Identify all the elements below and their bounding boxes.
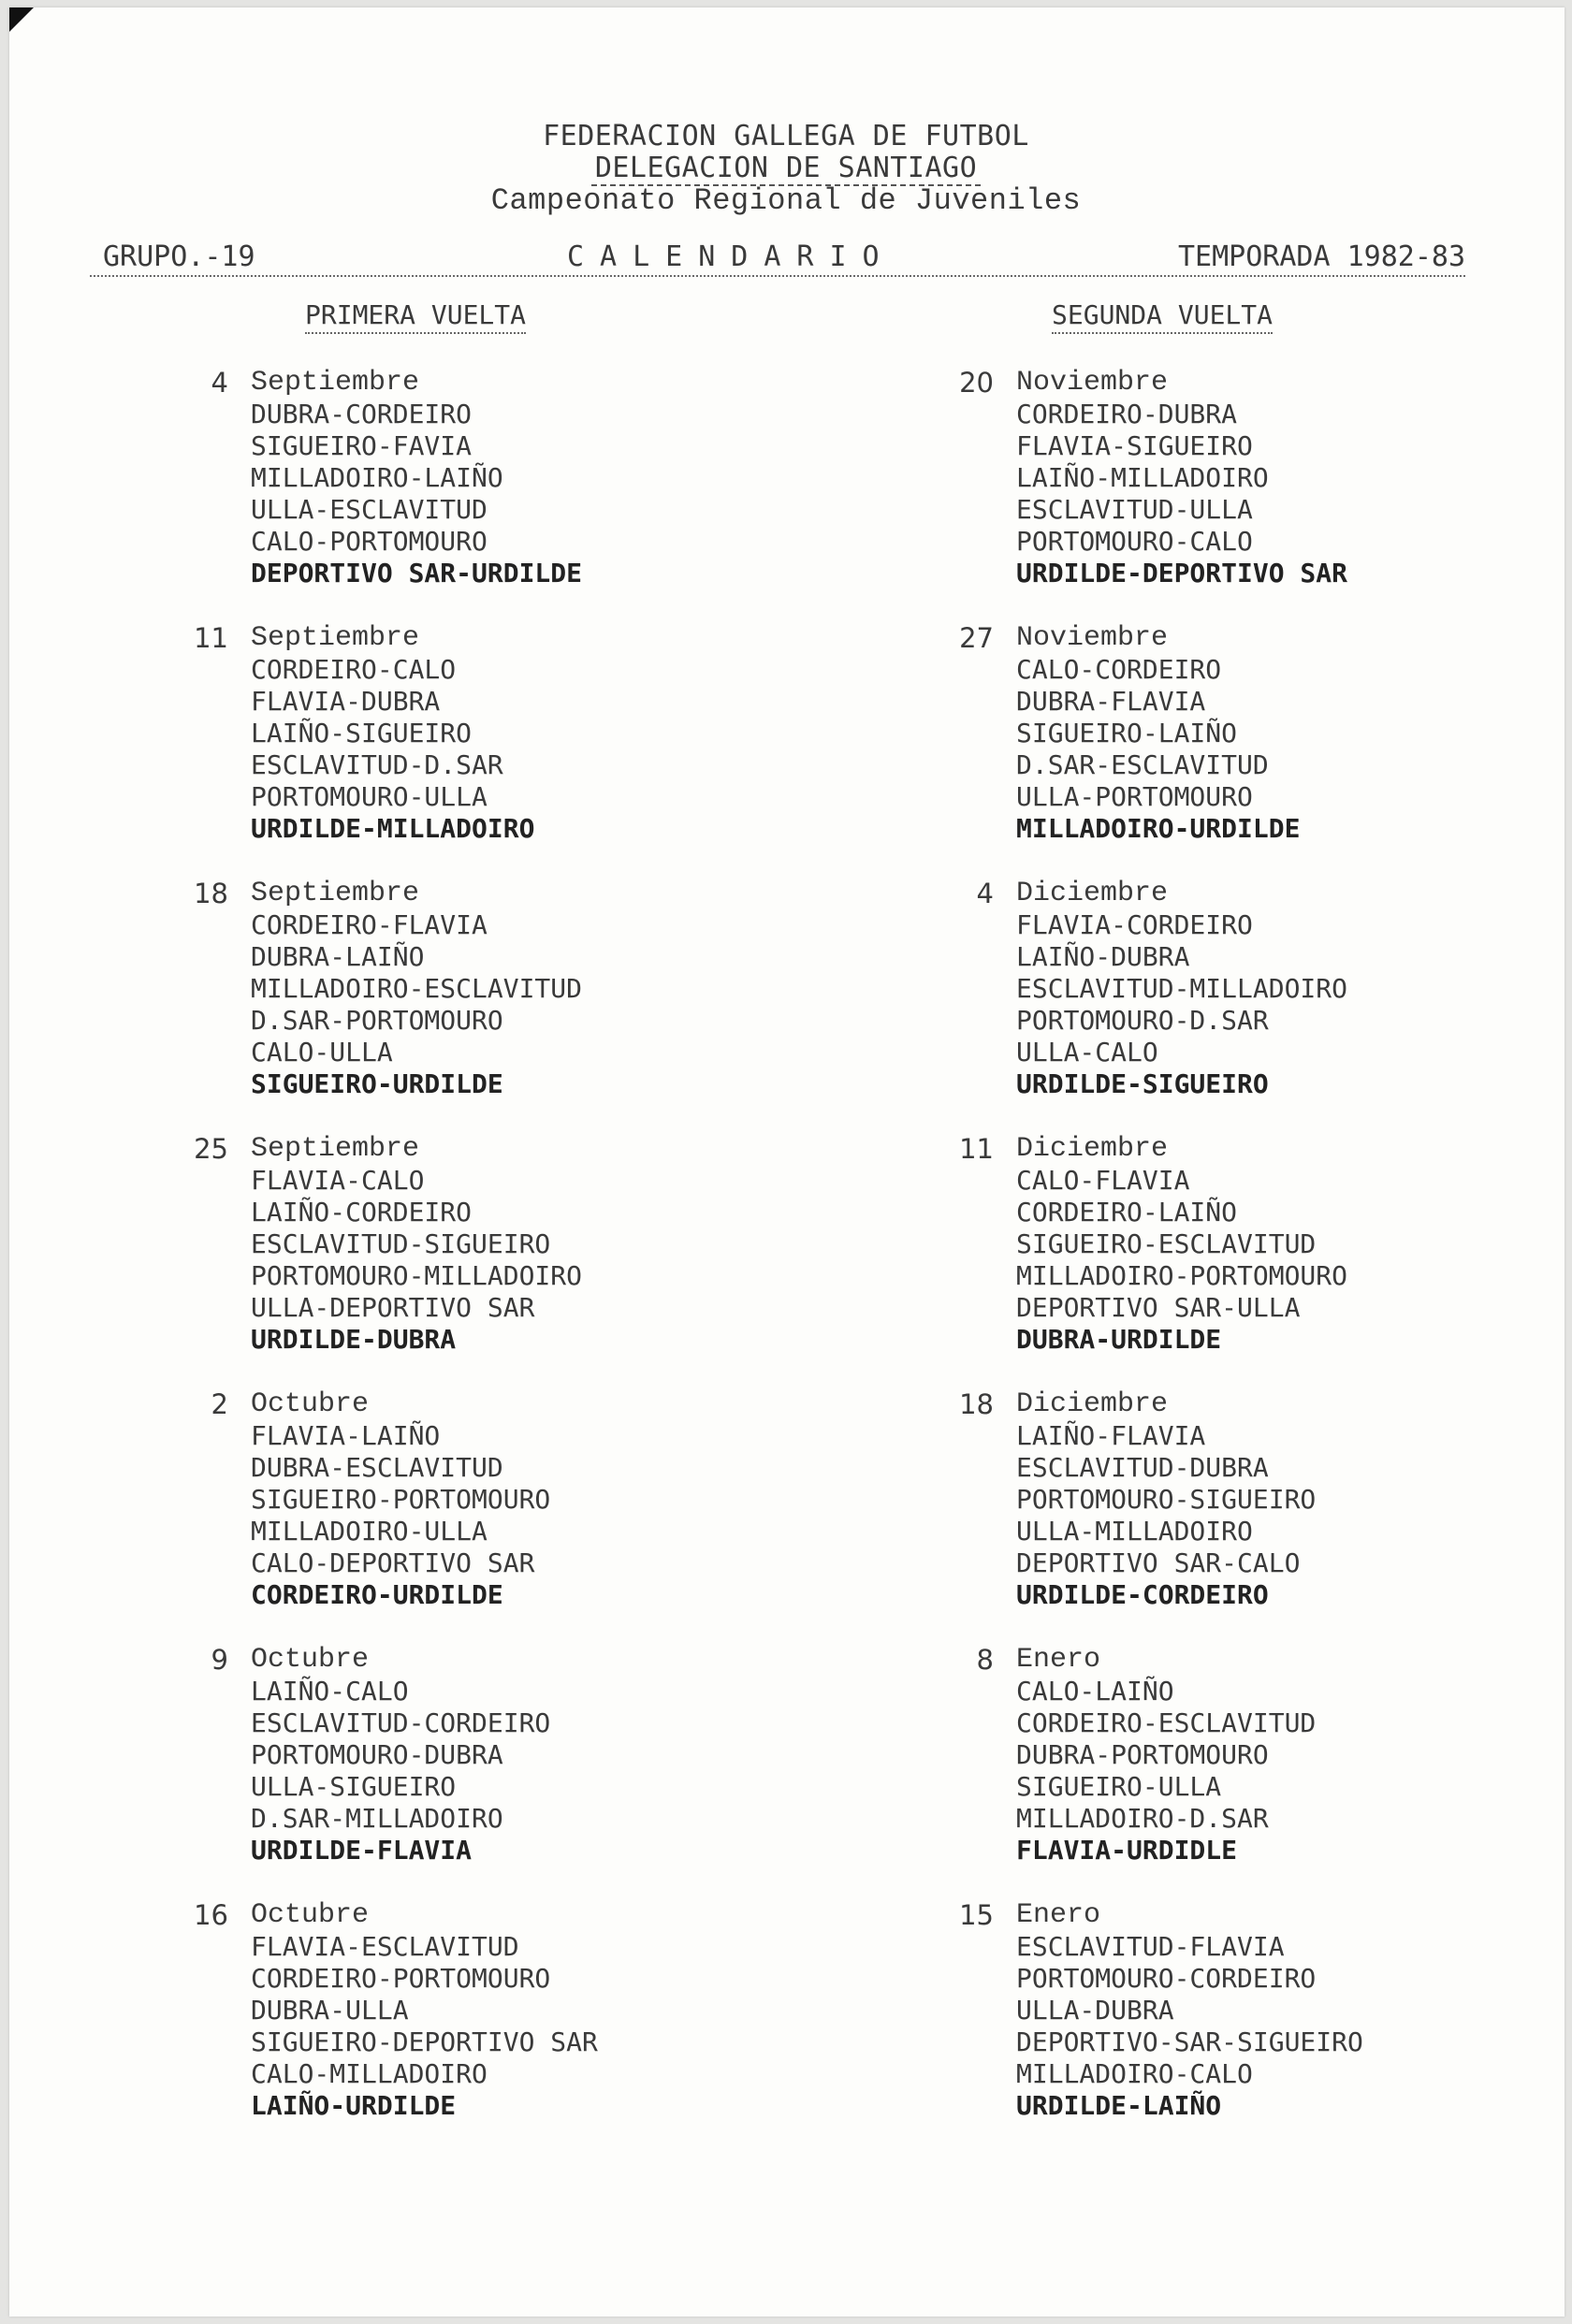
- match-pairing: CALO-CORDEIRO: [1016, 654, 1222, 685]
- match-pairing: URDILDE-CORDEIRO: [1016, 1579, 1269, 1610]
- match-pairing: ULLA-PORTOMOURO: [1016, 781, 1253, 812]
- matchday-body: [251, 367, 582, 589]
- match-pairing: CALO-PORTOMOURO: [251, 526, 488, 557]
- season-label: TEMPORADA 1982-83: [1177, 240, 1465, 273]
- match-pairing: D.SAR-PORTOMOURO: [251, 1005, 503, 1036]
- matchday-body: [1016, 878, 1347, 1100]
- match-pairing: URDILDE-FLAVIA: [251, 1835, 473, 1866]
- match-pairing: DUBRA-FLAVIA: [1016, 686, 1206, 717]
- match-pairing: LAIÑO-DUBRA: [1016, 941, 1190, 972]
- match-pairing: FLAVIA-CORDEIRO: [1016, 909, 1253, 940]
- match-pairing: MILLADOIRO-ESCLAVITUD: [251, 973, 583, 1004]
- match-pairing: FLAVIA-LAIÑO: [251, 1420, 441, 1451]
- match-pairing: ESCLAVITUD-MILLADOIRO: [1016, 973, 1348, 1004]
- matchday-date-number: 20: [959, 367, 994, 399]
- match-pairing: ESCLAVITUD-FLAVIA: [1016, 1931, 1285, 1962]
- matchday-date-number: 18: [959, 1388, 994, 1420]
- matchday-month: Octubre: [251, 1644, 370, 1676]
- match-pairing: SIGUEIRO-ESCLAVITUD: [1016, 1228, 1317, 1259]
- match-pairing: ULLA-DEPORTIVO SAR: [251, 1292, 535, 1323]
- match-pairing: CORDEIRO-CALO: [251, 654, 457, 685]
- second-round-title: SEGUNDA VUELTA: [1052, 299, 1273, 334]
- match-pairing: CORDEIRO-URDILDE: [251, 1579, 503, 1610]
- match-pairing: PORTOMOURO-D.SAR: [1016, 1005, 1269, 1036]
- matchday-month: Octubre: [251, 1388, 370, 1420]
- match-pairing: LAIÑO-FLAVIA: [1016, 1420, 1206, 1451]
- matchday-body: [251, 622, 534, 845]
- match-pairing: ESCLAVITUD-D.SAR: [251, 749, 503, 780]
- match-pairing: ULLA-SIGUEIRO: [251, 1771, 457, 1802]
- matchday-date-number: 2: [211, 1388, 228, 1420]
- match-pairing: ESCLAVITUD-SIGUEIRO: [251, 1228, 551, 1259]
- matchday-month: Septiembre: [251, 878, 420, 909]
- match-pairing: LAIÑO-SIGUEIRO: [251, 718, 473, 748]
- match-pairing: DUBRA-URDILDE: [1016, 1324, 1222, 1355]
- match-pairing: LAIÑO-URDILDE: [251, 2090, 457, 2121]
- match-pairing: PORTOMOURO-CORDEIRO: [1016, 1963, 1317, 1994]
- match-pairing: FLAVIA-CALO: [251, 1165, 425, 1196]
- match-pairing: CORDEIRO-DUBRA: [1016, 399, 1238, 429]
- match-pairing: PORTOMOURO-SIGUEIRO: [1016, 1484, 1317, 1515]
- match-pairing: LAIÑO-MILLADOIRO: [1016, 462, 1269, 493]
- match-pairing: FLAVIA-DUBRA: [251, 686, 441, 717]
- match-pairing: PORTOMOURO-DUBRA: [251, 1739, 503, 1770]
- match-pairing: DEPORTIVO SAR-URDILDE: [251, 558, 583, 588]
- matchday-body: [251, 1899, 598, 2122]
- delegation-title-text: DELEGACION DE SANTIAGO: [591, 152, 981, 186]
- match-pairing: D.SAR-ESCLAVITUD: [1016, 749, 1269, 780]
- match-pairing: CORDEIRO-PORTOMOURO: [251, 1963, 551, 1994]
- match-pairing: MILLADOIRO-CALO: [1016, 2058, 1253, 2089]
- match-pairing: URDILDE-LAIÑO: [1016, 2090, 1222, 2121]
- match-pairing: CALO-ULLA: [251, 1037, 393, 1068]
- matchday-body: [251, 1133, 582, 1356]
- matchday-body: [251, 1388, 550, 1611]
- match-pairing: SIGUEIRO-LAIÑO: [1016, 718, 1238, 748]
- championship-title: Campeonato Regional de Juveniles: [490, 183, 1082, 218]
- matchday-body: [1016, 1388, 1316, 1611]
- match-pairing: DUBRA-ESCLAVITUD: [251, 1452, 503, 1483]
- match-pairing: DUBRA-PORTOMOURO: [1016, 1739, 1269, 1770]
- match-pairing: PORTOMOURO-CALO: [1016, 526, 1253, 557]
- matchday-date-number: 4: [211, 367, 228, 399]
- match-pairing: DEPORTIVO-SAR-SIGUEIRO: [1016, 2026, 1363, 2057]
- matchday-date-number: 11: [194, 622, 228, 654]
- delegation-title: [0, 152, 1572, 184]
- match-pairing: PORTOMOURO-ULLA: [251, 781, 488, 812]
- match-pairing: MILLADOIRO-D.SAR: [1016, 1803, 1269, 1834]
- matchday-month: Enero: [1016, 1644, 1101, 1676]
- match-pairing: SIGUEIRO-URDILDE: [251, 1068, 503, 1099]
- match-pairing: SIGUEIRO-ULLA: [1016, 1771, 1222, 1802]
- match-pairing: DUBRA-ULLA: [251, 1995, 409, 2026]
- match-pairing: LAIÑO-CALO: [251, 1676, 409, 1707]
- matchday-month: Septiembre: [251, 1133, 420, 1165]
- match-pairing: ULLA-MILLADOIRO: [1016, 1516, 1253, 1547]
- matchday-body: [1016, 1644, 1316, 1866]
- matchday-body: [251, 1644, 550, 1866]
- matchday-body: [1016, 622, 1300, 845]
- match-pairing: SIGUEIRO-DEPORTIVO SAR: [251, 2026, 598, 2057]
- match-pairing: CORDEIRO-FLAVIA: [251, 909, 488, 940]
- match-pairing: MILLADOIRO-URDILDE: [1016, 813, 1301, 844]
- matchday-body: [1016, 1899, 1363, 2122]
- matchday-date-number: 25: [194, 1133, 228, 1165]
- match-pairing: ULLA-DUBRA: [1016, 1995, 1174, 2026]
- match-pairing: ULLA-CALO: [1016, 1037, 1158, 1068]
- match-pairing: ESCLAVITUD-DUBRA: [1016, 1452, 1269, 1483]
- matchday-date-number: 18: [194, 878, 228, 909]
- match-pairing: ESCLAVITUD-CORDEIRO: [251, 1707, 551, 1738]
- match-pairing: D.SAR-MILLADOIRO: [251, 1803, 503, 1834]
- calendar-label: CALENDARIO: [567, 240, 895, 273]
- matchday-date-number: 8: [976, 1644, 994, 1676]
- match-pairing: DUBRA-LAIÑO: [251, 941, 425, 972]
- match-pairing: URDILDE-SIGUEIRO: [1016, 1068, 1269, 1099]
- matchday-date-number: 27: [959, 622, 994, 654]
- matchday-date-number: 11: [959, 1133, 994, 1165]
- match-pairing: CALO-LAIÑO: [1016, 1676, 1174, 1707]
- match-pairing: SIGUEIRO-PORTOMOURO: [251, 1484, 551, 1515]
- matchday-date-number: 9: [211, 1644, 228, 1676]
- match-pairing: URDILDE-MILLADOIRO: [251, 813, 535, 844]
- match-pairing: FLAVIA-SIGUEIRO: [1016, 430, 1253, 461]
- match-pairing: CORDEIRO-ESCLAVITUD: [1016, 1707, 1317, 1738]
- match-pairing: CALO-MILLADOIRO: [251, 2058, 488, 2089]
- match-pairing: MILLADOIRO-ULLA: [251, 1516, 488, 1547]
- matchday-month: Enero: [1016, 1899, 1101, 1931]
- matchday-date-number: 4: [976, 878, 994, 909]
- matchday-month: Noviembre: [1016, 367, 1169, 399]
- federation-title: FEDERACION GALLEGA DE FUTBOL: [543, 120, 1029, 153]
- match-pairing: SIGUEIRO-FAVIA: [251, 430, 473, 461]
- match-pairing: ESCLAVITUD-ULLA: [1016, 494, 1253, 525]
- match-pairing: URDILDE-DUBRA: [251, 1324, 457, 1355]
- matchday-month: Diciembre: [1016, 1388, 1169, 1420]
- matchday-month: Octubre: [251, 1899, 370, 1931]
- match-pairing: DEPORTIVO SAR-CALO: [1016, 1547, 1301, 1578]
- match-pairing: CORDEIRO-LAIÑO: [1016, 1197, 1238, 1227]
- matchday-date-number: 15: [959, 1899, 994, 1931]
- match-pairing: FLAVIA-URDIDLE: [1016, 1835, 1238, 1866]
- match-pairing: CALO-DEPORTIVO SAR: [251, 1547, 535, 1578]
- match-pairing: ULLA-ESCLAVITUD: [251, 494, 488, 525]
- calendar-header-row: [90, 238, 1465, 277]
- match-pairing: DEPORTIVO SAR-ULLA: [1016, 1292, 1301, 1323]
- group-label: GRUPO.-19: [103, 240, 255, 273]
- match-pairing: DUBRA-CORDEIRO: [251, 399, 473, 429]
- match-pairing: FLAVIA-ESCLAVITUD: [251, 1931, 519, 1962]
- match-pairing: URDILDE-DEPORTIVO SAR: [1016, 558, 1348, 588]
- matchday-body: [251, 878, 582, 1100]
- matchday-month: Septiembre: [251, 622, 420, 654]
- first-round-title: PRIMERA VUELTA: [305, 299, 526, 334]
- matchday-month: Noviembre: [1016, 622, 1169, 654]
- match-pairing: MILLADOIRO-LAIÑO: [251, 462, 503, 493]
- match-pairing: CALO-FLAVIA: [1016, 1165, 1190, 1196]
- match-pairing: PORTOMOURO-MILLADOIRO: [251, 1260, 583, 1291]
- matchday-month: Septiembre: [251, 367, 420, 399]
- matchday-body: [1016, 367, 1347, 589]
- matchday-body: [1016, 1133, 1347, 1356]
- matchday-month: Diciembre: [1016, 878, 1169, 909]
- matchday-date-number: 16: [194, 1899, 228, 1931]
- matchday-month: Diciembre: [1016, 1133, 1169, 1165]
- corner-mark: [9, 7, 34, 32]
- match-pairing: MILLADOIRO-PORTOMOURO: [1016, 1260, 1348, 1291]
- match-pairing: LAIÑO-CORDEIRO: [251, 1197, 473, 1227]
